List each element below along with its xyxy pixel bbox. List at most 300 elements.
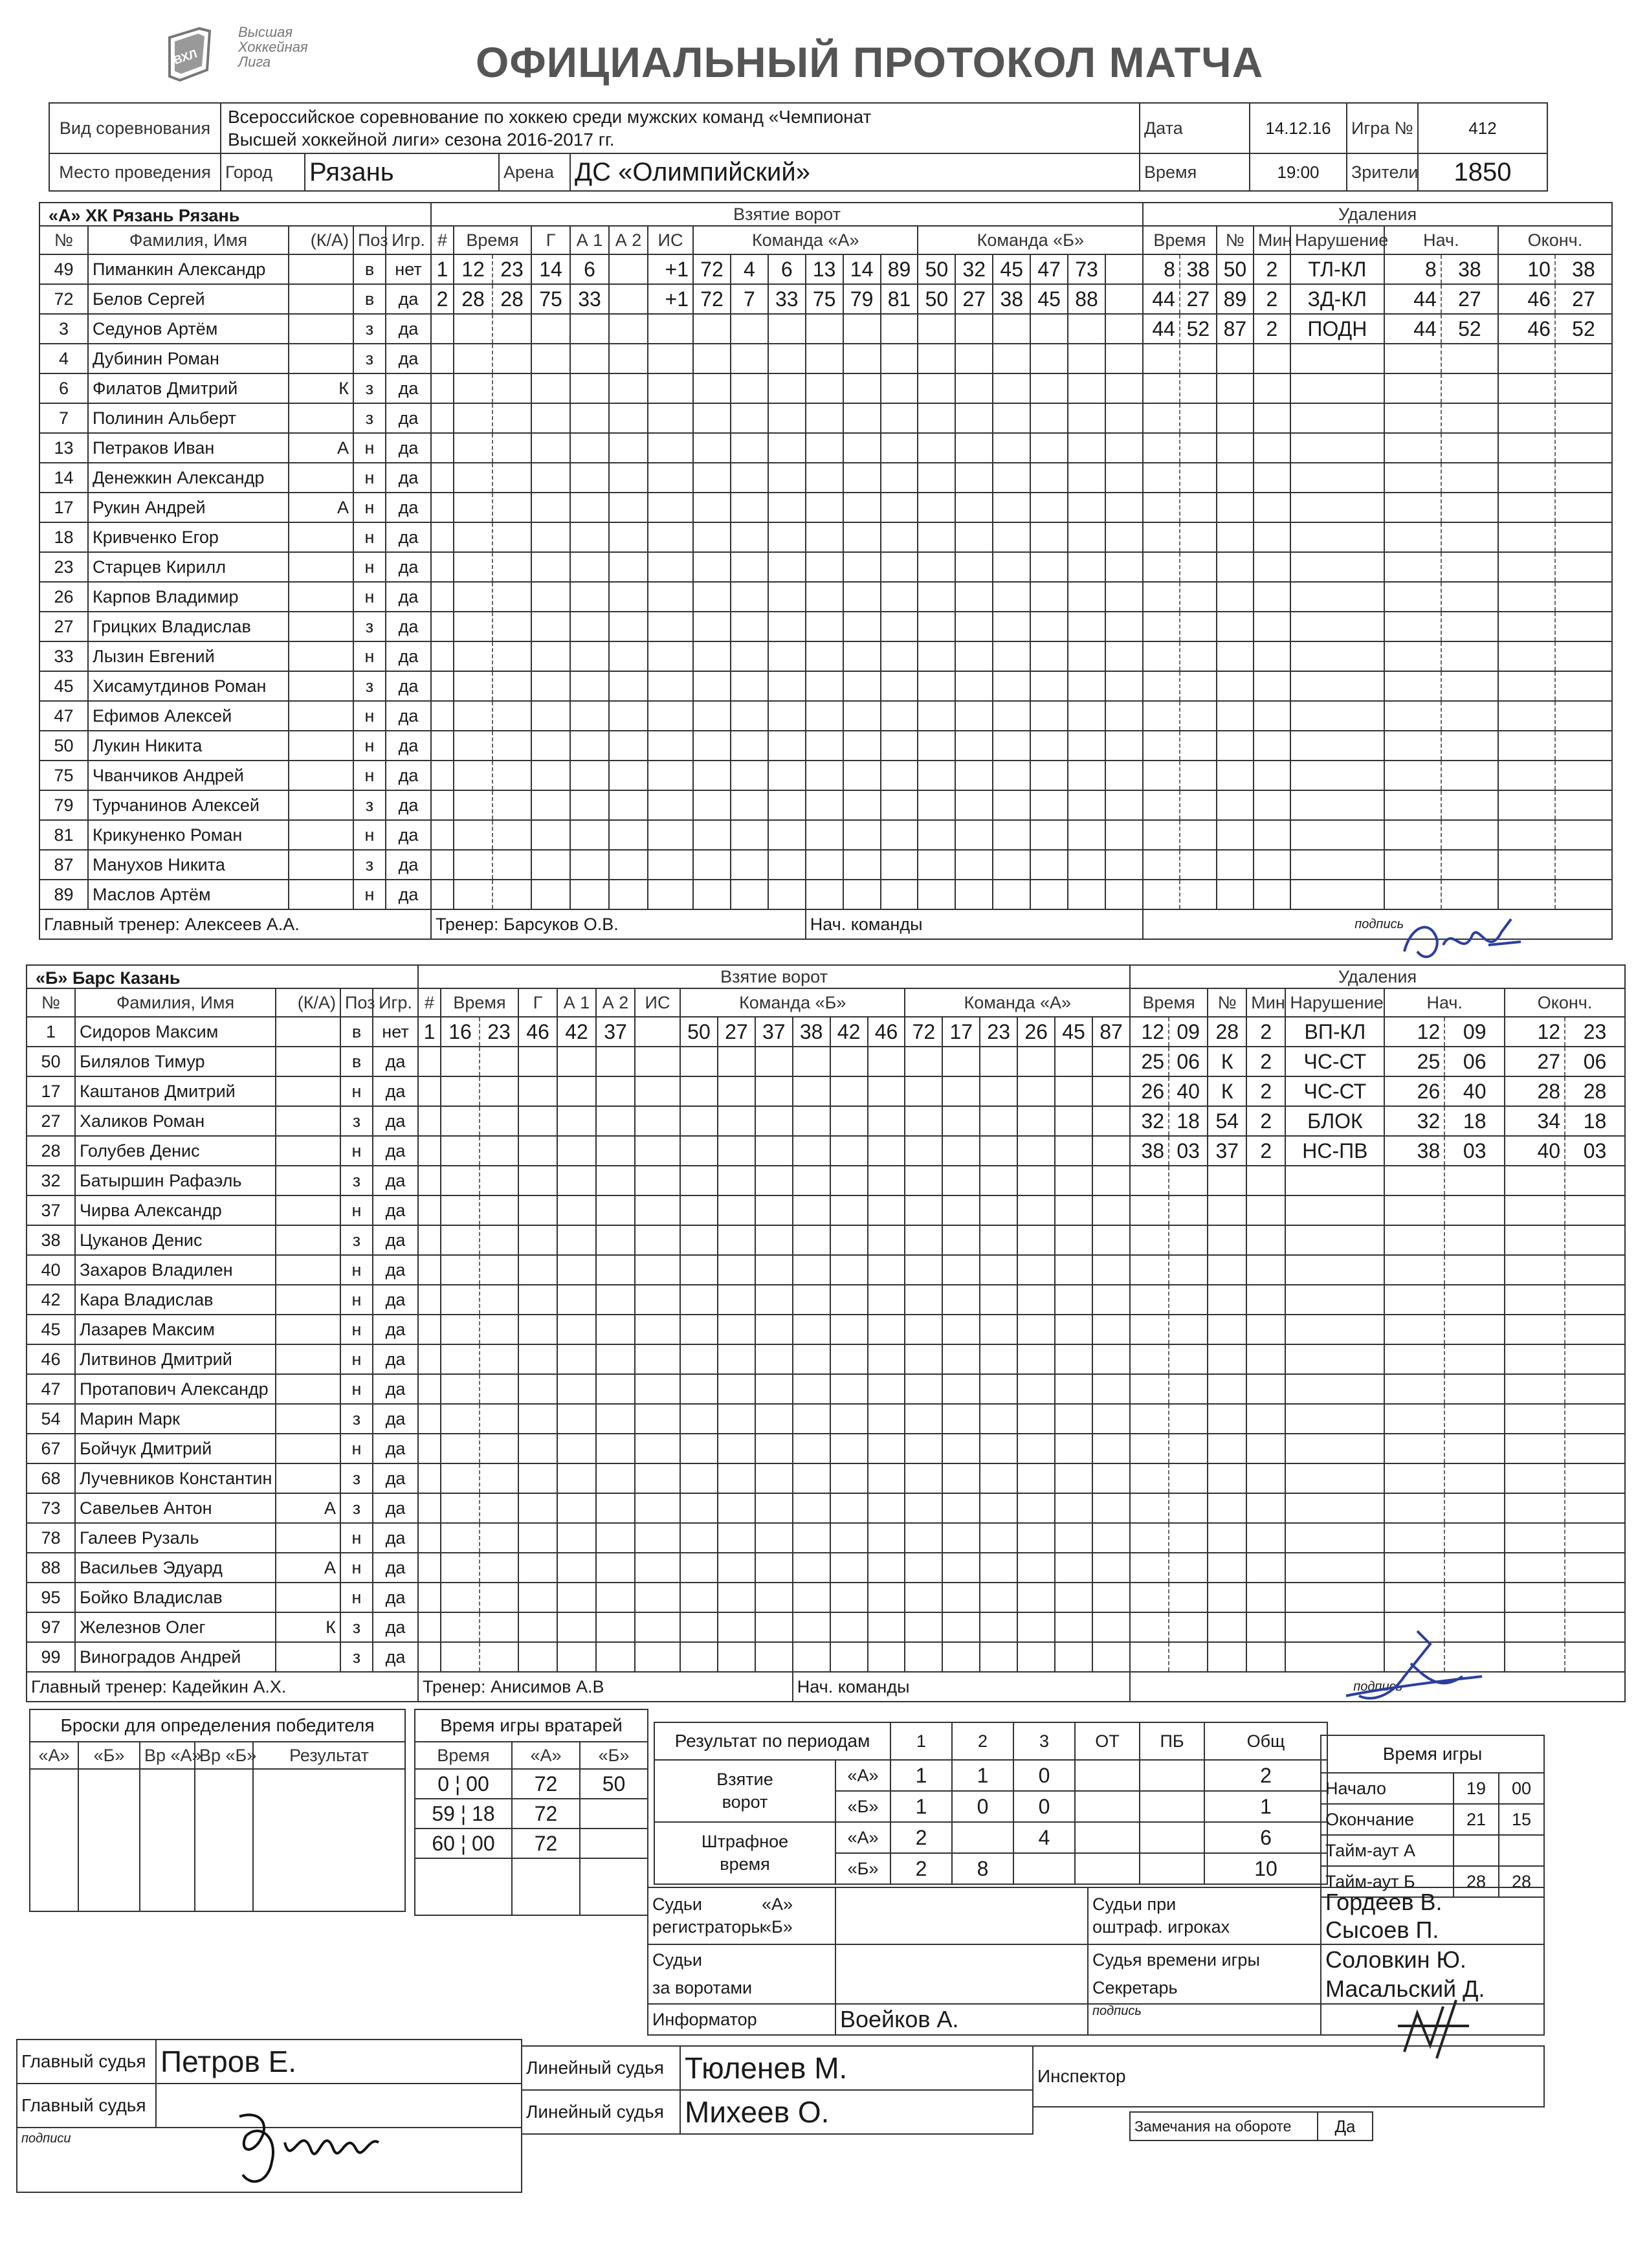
- goal-cell: [1055, 1612, 1092, 1642]
- penalty-cell: 44: [1143, 284, 1180, 314]
- penalty-cell: [1555, 582, 1612, 612]
- penalty-cell: 2: [1246, 1106, 1285, 1136]
- goal-cell: [693, 641, 731, 671]
- goal-cell: [768, 880, 806, 909]
- penalty-row: [1130, 1136, 1625, 1166]
- start-ss: 00: [1499, 1773, 1544, 1804]
- penalty-row: [1143, 790, 1612, 820]
- penalty-cell: [1130, 1374, 1169, 1404]
- penalty-cell: [1208, 1463, 1246, 1493]
- goal-cell: [680, 1374, 718, 1404]
- penalty-cell: [1217, 433, 1254, 463]
- penalty-cell: [1180, 552, 1217, 582]
- penalty-cell: 32: [1130, 1106, 1169, 1136]
- penalty-row: [1130, 1404, 1625, 1434]
- player-position: н: [353, 522, 386, 552]
- goal-cell: 79: [843, 284, 881, 314]
- penalty-cell: [1384, 671, 1441, 701]
- goal-cell: [1068, 463, 1105, 493]
- goal-row: [418, 1166, 1130, 1195]
- goalie-b: 50: [580, 1769, 648, 1799]
- penalty-cell: [1290, 850, 1384, 880]
- goal-cell: [806, 493, 843, 522]
- goal-cell: [418, 1463, 441, 1493]
- goal-row: [431, 790, 1143, 820]
- player-position: з: [353, 314, 386, 344]
- period-row: [654, 1822, 1327, 1853]
- goal-cell: [570, 344, 609, 373]
- penalty-cell: [1290, 582, 1384, 612]
- time-label: Время: [1140, 153, 1250, 191]
- goal-cell: [768, 522, 806, 552]
- player-played: да: [386, 493, 431, 522]
- goal-cell: [718, 1076, 755, 1106]
- pen-viol-head: Нарушение: [1285, 988, 1384, 1017]
- goal-cell: [731, 641, 768, 671]
- penalty-cell: [1254, 582, 1290, 612]
- penalty-cell: [1444, 1434, 1505, 1463]
- player-role: [276, 1344, 340, 1374]
- goal-cell: 87: [1092, 1017, 1130, 1047]
- player-position: н: [340, 1136, 373, 1166]
- pen-start-head: Нач.: [1384, 226, 1498, 254]
- goal-cell: [680, 1434, 718, 1463]
- goal-cell: [993, 344, 1030, 373]
- penalty-cell: 44: [1384, 314, 1441, 344]
- goal-cell: [418, 1404, 441, 1434]
- goal-cell: [993, 403, 1030, 433]
- goal-cell: [755, 1076, 793, 1106]
- goal-cell: [1068, 582, 1105, 612]
- penbox-label2: оштраф. игроках: [1092, 1917, 1230, 1937]
- goal-cell: [980, 1136, 1017, 1166]
- goal-cell: [1092, 1225, 1130, 1255]
- penalty-cell: [1565, 1285, 1625, 1315]
- penalty-cell: [1143, 373, 1180, 403]
- goal-cell: [635, 1612, 680, 1642]
- penalty-row: [1130, 1344, 1625, 1374]
- penalty-cell: [1498, 612, 1555, 641]
- goal-cell: [1055, 1344, 1092, 1374]
- goal-cell: [993, 671, 1030, 701]
- penalty-cell: [1441, 701, 1498, 731]
- goal-cell: [718, 1315, 755, 1344]
- penalty-cell: [1254, 463, 1290, 493]
- player-role: [276, 1463, 340, 1493]
- player-name: Седунов Артём: [88, 314, 289, 344]
- goal-cell: [1017, 1404, 1055, 1434]
- goal-cell: [518, 1642, 557, 1672]
- goal-row: [431, 254, 1143, 284]
- goal-cell: [793, 1642, 830, 1672]
- player-role: [276, 1404, 340, 1434]
- goal-cell: 75: [531, 284, 570, 314]
- goal-cell: [557, 1523, 596, 1553]
- goal-cell: [680, 1285, 718, 1315]
- period-ot: ОТ: [1075, 1722, 1140, 1760]
- goal-cell: [980, 1076, 1017, 1106]
- goal-cell: [418, 1315, 441, 1344]
- goal-row: [431, 284, 1143, 314]
- penalty-cell: [1254, 731, 1290, 761]
- player-played: да: [386, 284, 431, 314]
- goal-cell: [955, 522, 993, 552]
- goal-cell: [768, 790, 806, 820]
- period-team: «А»: [835, 1760, 890, 1791]
- player-name: Савельев Антон: [75, 1493, 276, 1523]
- penalty-cell: 18: [1169, 1106, 1208, 1136]
- penalty-cell: [1180, 671, 1217, 701]
- goal-row: [418, 1434, 1130, 1463]
- goal-cell: [755, 1136, 793, 1166]
- goal-cell: [518, 1047, 557, 1076]
- goal-cell: [531, 790, 570, 820]
- penalty-cell: [1285, 1285, 1384, 1315]
- goal-cell: [1017, 1523, 1055, 1553]
- goal-cell: [830, 1255, 868, 1285]
- goal-cell: [648, 314, 693, 344]
- penalty-cell: [1130, 1255, 1169, 1285]
- player-role: [276, 1136, 340, 1166]
- goal-cell: [454, 522, 492, 552]
- goal-cell: [905, 1195, 942, 1225]
- player-number: 32: [27, 1166, 75, 1195]
- goal-cell: [418, 1612, 441, 1642]
- goal-cell: [1068, 493, 1105, 522]
- penalty-cell: [1143, 850, 1180, 880]
- officials-sign-label: подпись: [1088, 2004, 1321, 2035]
- goal-cell: [980, 1374, 1017, 1404]
- goal-cell: [635, 1106, 680, 1136]
- goal-cell: [768, 403, 806, 433]
- penalty-cell: [1441, 403, 1498, 433]
- player-name: Бойко Владислав: [75, 1583, 276, 1612]
- goal-cell: [806, 433, 843, 463]
- goal-cell: [1105, 790, 1143, 820]
- player-role: [289, 790, 353, 820]
- goal-cell: [693, 701, 731, 731]
- player-row: [27, 1553, 418, 1583]
- goal-cell: [431, 850, 454, 880]
- player-position: в: [353, 284, 386, 314]
- goal-cell: [431, 820, 454, 850]
- goal-row: [418, 1047, 1130, 1076]
- period-3: 3: [1013, 1722, 1075, 1760]
- player-position: н: [353, 820, 386, 850]
- goal-cell: [718, 1642, 755, 1672]
- goal-cell: [693, 820, 731, 850]
- goal-cell: [918, 612, 955, 641]
- player-role: [276, 1017, 340, 1047]
- goal-cell: [843, 582, 881, 612]
- penalty-row: [1130, 1106, 1625, 1136]
- penalty-cell: [1555, 344, 1612, 373]
- goal-cell: 72: [693, 254, 731, 284]
- goal-cell: [441, 1404, 480, 1434]
- penalty-cell: [1498, 582, 1555, 612]
- goal-cell: [557, 1434, 596, 1463]
- goal-cell: [731, 820, 768, 850]
- penalty-cell: [1498, 552, 1555, 582]
- goal-cell: [1017, 1553, 1055, 1583]
- goal-cell: [441, 1553, 480, 1583]
- goal-cell: [531, 612, 570, 641]
- goal-cell: [1055, 1583, 1092, 1612]
- goal-cell: [531, 671, 570, 701]
- penalty-cell: [1254, 522, 1290, 552]
- penalty-cell: [1130, 1285, 1169, 1315]
- goal-cell: [596, 1553, 635, 1583]
- player-played: да: [373, 1612, 418, 1642]
- goal-cell: [609, 761, 648, 790]
- goal-cell: [806, 344, 843, 373]
- penalty-cell: [1384, 493, 1441, 522]
- penalty-cell: [1384, 344, 1441, 373]
- player-position: з: [340, 1463, 373, 1493]
- penalty-cell: [1505, 1255, 1565, 1285]
- goal-row: [431, 731, 1143, 761]
- penalty-cell: [1441, 433, 1498, 463]
- penalty-cell: [1565, 1463, 1625, 1493]
- goal-cell: [905, 1523, 942, 1553]
- player-role: [289, 552, 353, 582]
- player-played: да: [386, 850, 431, 880]
- penalty-cell: [1285, 1463, 1384, 1493]
- goal-cell: [492, 761, 531, 790]
- goal-row: [418, 1404, 1130, 1434]
- head-coach: Главный тренер: Кадейкин А.Х.: [27, 1672, 418, 1702]
- player-row: [27, 1315, 418, 1344]
- goal-cell: [905, 1612, 942, 1642]
- goalie-mm: 0: [437, 1772, 450, 1796]
- goal-cell: [881, 522, 918, 552]
- player-name: Голубев Денис: [75, 1136, 276, 1166]
- goal-cell: [993, 880, 1030, 909]
- player-position: з: [340, 1106, 373, 1136]
- roster-header: Игр.: [373, 988, 418, 1017]
- goal-cell: [1105, 641, 1143, 671]
- goal-cell: 50: [680, 1017, 718, 1047]
- goal-cell: [1068, 433, 1105, 463]
- goal-cell: [635, 1523, 680, 1553]
- goal-cell: [980, 1255, 1017, 1285]
- goal-cell: [755, 1642, 793, 1672]
- goal-cell: 50: [918, 284, 955, 314]
- penalty-cell: [1290, 433, 1384, 463]
- goal-cell: [793, 1374, 830, 1404]
- penalty-cell: [1208, 1583, 1246, 1612]
- goal-cell: [980, 1344, 1017, 1374]
- goalie-time-col: Время: [415, 1742, 512, 1769]
- goal-cell: [768, 761, 806, 790]
- goal-cell: [1017, 1195, 1055, 1225]
- pen-no-head: №: [1208, 988, 1246, 1017]
- period-value: [1140, 1760, 1204, 1791]
- goal-cell: [1017, 1285, 1055, 1315]
- goal-cell: [1055, 1255, 1092, 1285]
- penalty-cell: [1169, 1374, 1208, 1404]
- goal-cell: [596, 1225, 635, 1255]
- goal-cell: [942, 1047, 980, 1076]
- goal-cell: [942, 1195, 980, 1225]
- signature-team-a: [1391, 906, 1534, 977]
- shootout-vra: Вр «А»: [140, 1742, 195, 1769]
- goal-cell: 23: [480, 1017, 518, 1047]
- penalty-cell: [1505, 1553, 1565, 1583]
- penalty-cell: [1290, 701, 1384, 731]
- penalty-row: [1130, 1553, 1625, 1583]
- penalty-cell: [1498, 820, 1555, 850]
- goal-cell: [755, 1493, 793, 1523]
- player-row: [39, 731, 431, 761]
- penalty-cell: [1505, 1583, 1565, 1612]
- goal-cell: 7: [731, 284, 768, 314]
- player-role: А: [276, 1553, 340, 1583]
- goal-cell: [980, 1106, 1017, 1136]
- goal-cell: 13: [806, 254, 843, 284]
- goal-cell: [806, 522, 843, 552]
- goal-cell: [431, 522, 454, 552]
- goal-cell: [518, 1225, 557, 1255]
- period-team: «Б»: [835, 1791, 890, 1822]
- player-row: [27, 1225, 418, 1255]
- goal-cell: [1017, 1076, 1055, 1106]
- goal-cell: [441, 1344, 480, 1374]
- goal-cell: [993, 790, 1030, 820]
- penalty-cell: [1208, 1612, 1246, 1642]
- penalty-cell: [1384, 582, 1441, 612]
- penalty-cell: [1180, 344, 1217, 373]
- goal-cell: [492, 880, 531, 909]
- penalty-cell: [1130, 1463, 1169, 1493]
- goal-cell: [918, 433, 955, 463]
- goal-cell: [693, 314, 731, 344]
- penalty-cell: [1290, 522, 1384, 552]
- player-number: 28: [27, 1136, 75, 1166]
- player-role: [289, 701, 353, 731]
- goal-cell: [693, 373, 731, 403]
- penalty-row: [1143, 344, 1612, 373]
- goal-cell: [980, 1225, 1017, 1255]
- player-row: [39, 254, 431, 284]
- secretary-label: Секретарь: [1092, 1978, 1178, 1998]
- goal-cell: 38: [793, 1017, 830, 1047]
- goal-cell: [793, 1285, 830, 1315]
- goal-cell: [531, 403, 570, 433]
- goal-cell: [980, 1642, 1017, 1672]
- goal-cell: [480, 1195, 518, 1225]
- goal-cell: [635, 1344, 680, 1374]
- goal-cell: [1092, 1583, 1130, 1612]
- goal-cell: [609, 522, 648, 552]
- player-role: [276, 1315, 340, 1344]
- goal-cell: [1030, 433, 1068, 463]
- goal-cell: [843, 403, 881, 433]
- player-number: 42: [27, 1285, 75, 1315]
- player-number: 67: [27, 1434, 75, 1463]
- penalty-cell: [1441, 790, 1498, 820]
- goal-cell: [635, 1076, 680, 1106]
- pen-time-head: Время: [1143, 226, 1217, 254]
- player-row: [27, 1195, 418, 1225]
- penalty-row: [1143, 820, 1612, 850]
- goal-cell: [718, 1285, 755, 1315]
- player-number: 13: [39, 433, 88, 463]
- goal-cell: [492, 641, 531, 671]
- player-role: А: [289, 493, 353, 522]
- shootout-vrb: Вр «Б»: [195, 1742, 253, 1769]
- goal-cell: 28: [454, 284, 492, 314]
- goal-cell: [609, 463, 648, 493]
- goal-cell: [1030, 582, 1068, 612]
- player-row: [27, 1434, 418, 1463]
- penalty-cell: [1555, 612, 1612, 641]
- goal-cell: [1030, 403, 1068, 433]
- goal-cell: [918, 552, 955, 582]
- goal-cell: [609, 701, 648, 731]
- penalty-cell: [1555, 433, 1612, 463]
- period-value: [1140, 1853, 1204, 1884]
- player-number: 68: [27, 1463, 75, 1493]
- goal-cell: [480, 1166, 518, 1195]
- period-label-line2: время: [720, 1854, 770, 1874]
- goalie-b: [580, 1829, 648, 1858]
- goal-row: [418, 1285, 1130, 1315]
- player-played: нет: [373, 1017, 418, 1047]
- penalty-cell: [1130, 1583, 1169, 1612]
- penalty-cell: 87: [1217, 314, 1254, 344]
- penalty-cell: 18: [1565, 1106, 1625, 1136]
- goal-cell: [609, 344, 648, 373]
- penalty-cell: [1555, 790, 1612, 820]
- penalty-cell: [1217, 731, 1254, 761]
- goalie-time-title: Время игры вратарей: [415, 1709, 648, 1742]
- player-row: [27, 1106, 418, 1136]
- goal-cell: [980, 1553, 1017, 1583]
- penalty-cell: [1180, 820, 1217, 850]
- player-position: з: [353, 671, 386, 701]
- goal-cell: 32: [955, 254, 993, 284]
- logo-badge: ВХЛ: [171, 47, 199, 67]
- goal-cell: [718, 1255, 755, 1285]
- player-position: н: [353, 463, 386, 493]
- competition-label: Вид соревнования: [49, 103, 221, 153]
- goal-cell: 45: [993, 254, 1030, 284]
- penalty-cell: 06: [1444, 1047, 1505, 1076]
- penalty-cell: [1180, 493, 1217, 522]
- main-ref-label2: Главный судья: [17, 2084, 156, 2128]
- goal-cell: [609, 612, 648, 641]
- pen-viol-head: Нарушение: [1290, 226, 1384, 254]
- penalty-cell: [1285, 1195, 1384, 1225]
- penalty-cell: [1384, 1583, 1444, 1612]
- player-number: 7: [39, 403, 88, 433]
- goal-cell: [793, 1225, 830, 1255]
- goal-cell: 47: [1030, 254, 1068, 284]
- penalty-cell: [1143, 761, 1180, 790]
- penalty-cell: [1217, 790, 1254, 820]
- penalty-row: [1130, 1285, 1625, 1315]
- penalty-cell: 12: [1130, 1017, 1169, 1047]
- player-row: [39, 373, 431, 403]
- penalty-cell: [1217, 761, 1254, 790]
- goal-cell: [492, 731, 531, 761]
- goal-cell: [918, 731, 955, 761]
- goal-cell: [955, 493, 993, 522]
- penalty-cell: [1208, 1285, 1246, 1315]
- penalty-cell: [1169, 1285, 1208, 1315]
- player-name: Билялов Тимур: [75, 1047, 276, 1076]
